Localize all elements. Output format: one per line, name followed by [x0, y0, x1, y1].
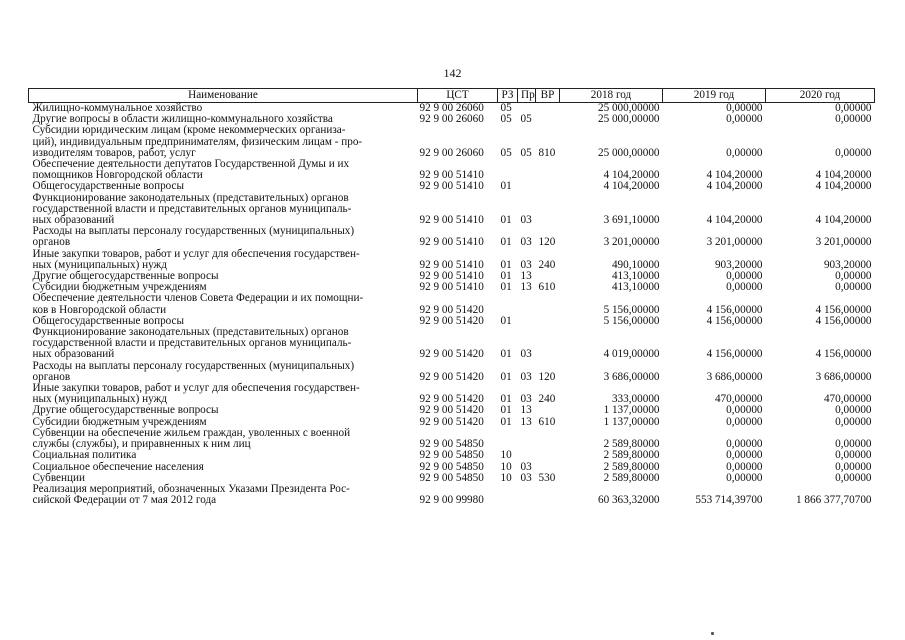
row-name-line: Расходы на выплаты персоналу государственных (муниципальных) [32, 225, 355, 238]
row-cst: 92 9 00 26060 [419, 113, 484, 126]
header-pr: Пр [518, 89, 536, 103]
table-row [29, 484, 875, 506]
row-cst: 92 9 00 54850 [419, 438, 484, 451]
row-2019: 4 104,20000 [706, 180, 763, 193]
table-row [29, 293, 875, 315]
row-name-line: Другие вопросы в области жилищно-коммунального хозяйства [32, 113, 333, 126]
row-cst: 92 9 00 54850 [419, 471, 484, 484]
row-name-line: Функционирование законодательных (представительных) органов [32, 326, 349, 339]
header-name: Наименование [29, 89, 418, 103]
row-name-line: Функционирование законодательных (представительных) органов [32, 191, 349, 204]
row-name-line: Общегосударственные вопросы [32, 180, 185, 193]
row-2019: 0,00000 [726, 281, 763, 294]
row-rz: 01 [500, 236, 512, 249]
row-vr: 810 [538, 146, 556, 159]
row-vr [536, 181, 560, 192]
row-cst: 92 9 00 51410 [419, 236, 484, 249]
row-vr [536, 159, 560, 181]
row-2019: 4 156,00000 [706, 314, 763, 327]
row-name [29, 181, 418, 192]
row-cst: 92 9 00 26060 [419, 102, 484, 114]
row-name [29, 450, 418, 461]
row-2020: 0,00000 [835, 404, 872, 417]
row-vr [536, 428, 560, 450]
row-vr [536, 193, 560, 227]
row-2018: 3 201,00000 [603, 236, 660, 249]
row-name [29, 405, 418, 416]
page-number: 142 [443, 66, 462, 80]
row-2018: 1 137,00000 [603, 415, 660, 428]
row-name [29, 293, 418, 315]
row-cst: 92 9 00 54850 [419, 460, 484, 473]
row-2018: 2 589,80000 [603, 460, 660, 473]
row-rz: 01 [500, 393, 512, 406]
row-vr: 610 [538, 415, 556, 428]
row-pr: 13 [520, 270, 532, 283]
row-cst: 92 9 00 51420 [419, 370, 484, 383]
row-name-line: ных (муниципальных) нужд [32, 393, 167, 406]
row-name-line: ных образований [32, 348, 115, 361]
row-name-line: Обеспечение деятельности членов Совета Федерации и их помощни- [32, 292, 364, 305]
row-pr: 03 [520, 236, 532, 249]
row-2020: 0,00000 [835, 449, 872, 462]
row-vr [536, 405, 560, 416]
row-2020: 0,00000 [835, 102, 872, 114]
row-2019: 0,00000 [726, 438, 763, 451]
header-2020: 2020 год [766, 89, 875, 103]
row-name [29, 249, 418, 271]
row-rz: 01 [500, 404, 512, 417]
row-name-line: Реализация мероприятий, обозначенных Указами Президента Рос- [32, 482, 350, 495]
row-2018: 60 363,32000 [597, 494, 660, 507]
row-rz [498, 428, 518, 450]
row-2018: 2 589,80000 [603, 449, 660, 462]
row-vr [536, 316, 560, 327]
row-pr: 03 [520, 471, 532, 484]
row-name-line: Субсидии юридическим лицам (кроме некоммерческих организа- [32, 124, 346, 137]
row-name [29, 159, 418, 181]
row-vr [536, 103, 560, 115]
scan-speck [711, 632, 714, 635]
row-name-line: Обеспечение деятельности депутатов Государственной Думы и их [32, 158, 350, 171]
row-pr: 03 [520, 460, 532, 473]
row-2019: 3 201,00000 [706, 236, 763, 249]
row-2020: 0,00000 [835, 281, 872, 294]
row-name-line: Социальное обеспечение населения [32, 460, 204, 473]
row-2020: 4 104,20000 [815, 169, 872, 182]
row-name-line: Иные закупки товаров, работ и услуг для обеспечения государствен- [32, 247, 360, 260]
table-row [29, 181, 875, 192]
row-2020: 0,00000 [835, 146, 872, 159]
row-2020: 3 201,00000 [815, 236, 872, 249]
row-vr [536, 450, 560, 461]
row-vr: 240 [538, 258, 556, 271]
table-row [29, 125, 875, 159]
table-row [29, 249, 875, 271]
row-rz: 05 [500, 102, 512, 114]
row-rz: 05 [500, 146, 512, 159]
row-rz: 10 [500, 460, 512, 473]
row-name [29, 193, 418, 227]
row-name-line: службы (службы), и приравненных к ним лиц [32, 438, 251, 451]
row-name-line: ных образований [32, 214, 115, 227]
budget-table [28, 88, 875, 506]
row-name [29, 383, 418, 405]
row-cst: 92 9 00 51410 [419, 258, 484, 271]
row-2019: 0,00000 [726, 113, 763, 126]
row-2019: 4 104,20000 [706, 169, 763, 182]
row-name [29, 327, 418, 361]
row-2019: 0,00000 [726, 404, 763, 417]
table-row [29, 361, 875, 383]
row-vr [536, 327, 560, 361]
table-row [29, 193, 875, 227]
row-2020: 4 156,00000 [815, 348, 872, 361]
row-name-line: Социальная политика [32, 449, 137, 462]
row-2018: 333,00000 [611, 393, 660, 406]
table-body [29, 103, 875, 507]
row-2018: 413,10000 [611, 270, 660, 283]
row-2018: 25 000,00000 [597, 102, 660, 114]
header-2018: 2018 год [560, 89, 663, 103]
row-cst: 92 9 00 54850 [419, 449, 484, 462]
row-2019: 4 156,00000 [706, 348, 763, 361]
row-2020: 4 104,20000 [815, 180, 872, 193]
row-pr: 05 [520, 113, 532, 126]
row-name-line: ков в Новгородской области [32, 303, 167, 316]
row-name [29, 125, 418, 159]
row-cst: 92 9 00 51410 [419, 214, 484, 227]
row-name-line: Другие общегосударственные вопросы [32, 404, 219, 417]
row-name-line: Общегосударственные вопросы [32, 314, 185, 327]
header-cst: ЦСТ [418, 89, 498, 103]
row-rz: 01 [500, 180, 512, 193]
row-vr: 120 [538, 370, 556, 383]
row-cst: 92 9 00 51410 [419, 180, 484, 193]
row-vr: 610 [538, 281, 556, 294]
row-vr: 240 [538, 393, 556, 406]
table-row [29, 226, 875, 248]
row-name-line: органов [32, 236, 71, 249]
table-row [29, 450, 875, 461]
row-pr: 03 [520, 258, 532, 271]
row-2019: 3 686,00000 [706, 370, 763, 383]
row-2018: 25 000,00000 [597, 146, 660, 159]
row-pr: 13 [520, 415, 532, 428]
row-name-line: Субсидии бюджетным учреждениям [32, 415, 207, 428]
row-2019: 0,00000 [726, 471, 763, 484]
row-2019: 0,00000 [726, 270, 763, 283]
row-2018: 2 589,80000 [603, 438, 660, 451]
header-2019: 2019 год [663, 89, 766, 103]
row-2018: 4 104,20000 [603, 169, 660, 182]
row-2020: 0,00000 [835, 270, 872, 283]
row-rz: 01 [500, 348, 512, 361]
row-name-line: Субсидии бюджетным учреждениям [32, 281, 207, 294]
row-2020: 1 866 377,70700 [795, 494, 872, 507]
row-name-line: Субвенции [32, 471, 85, 484]
row-cst: 92 9 00 51420 [419, 404, 484, 417]
row-2019: 470,00000 [714, 393, 763, 406]
row-2019: 0,00000 [726, 146, 763, 159]
row-vr [536, 114, 560, 125]
table-row [29, 383, 875, 405]
row-cst: 92 9 00 51420 [419, 393, 484, 406]
row-rz: 01 [500, 258, 512, 271]
table-header-row [29, 89, 875, 103]
row-2019: 903,20000 [714, 258, 763, 271]
row-rz: 01 [500, 270, 512, 283]
row-pr: 13 [520, 404, 532, 417]
row-rz: 01 [500, 370, 512, 383]
row-vr: 120 [538, 236, 556, 249]
row-name-line: Жилищно-коммунальное хозяйство [32, 102, 203, 114]
row-2020: 3 686,00000 [815, 370, 872, 383]
row-cst: 92 9 00 26060 [419, 146, 484, 159]
row-name [29, 462, 418, 473]
row-name-line: органов [32, 370, 71, 383]
row-cst: 92 9 00 51420 [419, 303, 484, 316]
row-name [29, 361, 418, 383]
row-2020: 0,00000 [835, 471, 872, 484]
row-pr: 03 [520, 370, 532, 383]
row-2019: 0,00000 [726, 415, 763, 428]
row-rz: 01 [500, 314, 512, 327]
header-rz: РЗ [498, 89, 518, 103]
row-name-line: ций), индивидуальным предпринимателям, физическим лицам - про- [32, 135, 363, 148]
row-2020: 4 156,00000 [815, 303, 872, 316]
row-2020: 903,20000 [823, 258, 872, 271]
row-2019: 0,00000 [726, 460, 763, 473]
row-name-line: государственной власти и представительных органов муниципаль- [32, 202, 352, 215]
row-2020: 0,00000 [835, 460, 872, 473]
row-cst: 92 9 00 51420 [419, 348, 484, 361]
row-rz: 10 [500, 471, 512, 484]
row-pr [518, 293, 536, 315]
row-2018: 2 589,80000 [603, 471, 660, 484]
row-2018: 3 691,10000 [603, 214, 660, 227]
row-rz [498, 159, 518, 181]
row-2020: 470,00000 [823, 393, 872, 406]
row-2019: 0,00000 [726, 102, 763, 114]
row-2019: 4 104,20000 [706, 214, 763, 227]
row-2019: 553 714,39700 [695, 494, 763, 507]
row-name [29, 484, 418, 506]
row-2018: 5 156,00000 [603, 303, 660, 316]
row-2020: 4 104,20000 [815, 214, 872, 227]
table-row [29, 327, 875, 361]
row-name-line: изводителям товаров, работ, услуг [32, 146, 196, 159]
row-name [29, 226, 418, 248]
row-name-line: Субвенции на обеспечение жильем граждан, уволенных с военной [32, 426, 351, 439]
row-name-line: ных (муниципальных) нужд [32, 258, 167, 271]
row-name-line: Другие общегосударственные вопросы [32, 270, 219, 283]
row-rz: 05 [500, 113, 512, 126]
budget-table-container [28, 88, 874, 506]
row-pr [518, 181, 536, 192]
row-2018: 4 019,00000 [603, 348, 660, 361]
row-2018: 1 137,00000 [603, 404, 660, 417]
table-row [29, 405, 875, 416]
row-rz: 10 [500, 449, 512, 462]
row-pr [518, 316, 536, 327]
row-pr: 03 [520, 393, 532, 406]
row-name-line: помощников Новгородской области [32, 169, 203, 182]
row-pr [518, 484, 536, 506]
row-name-line: государственной власти и представительных органов муниципаль- [32, 337, 352, 350]
row-2020: 0,00000 [835, 113, 872, 126]
row-cst: 92 9 00 51410 [419, 270, 484, 283]
row-pr: 13 [520, 281, 532, 294]
row-name-line: сийской Федерации от 7 мая 2012 года [32, 494, 217, 507]
row-name-line: Иные закупки товаров, работ и услуг для обеспечения государствен- [32, 382, 360, 395]
row-rz: 01 [500, 214, 512, 227]
row-rz [498, 293, 518, 315]
row-2020: 4 156,00000 [815, 314, 872, 327]
row-cst: 92 9 00 51410 [419, 281, 484, 294]
row-name [29, 428, 418, 450]
table-row [29, 428, 875, 450]
row-2018: 3 686,00000 [603, 370, 660, 383]
row-2018: 413,10000 [611, 281, 660, 294]
row-rz: 01 [500, 415, 512, 428]
row-2019: 4 156,00000 [706, 303, 763, 316]
row-rz: 01 [500, 281, 512, 294]
row-pr [518, 428, 536, 450]
row-name-line: Расходы на выплаты персоналу государственных (муниципальных) [32, 359, 355, 372]
row-2020: 0,00000 [835, 438, 872, 451]
row-2018: 5 156,00000 [603, 314, 660, 327]
row-2018: 4 104,20000 [603, 180, 660, 193]
row-2018: 490,10000 [611, 258, 660, 271]
row-rz [498, 484, 518, 506]
row-2020: 0,00000 [835, 415, 872, 428]
row-pr: 05 [520, 146, 532, 159]
row-vr [536, 484, 560, 506]
row-cst: 92 9 00 99980 [419, 494, 484, 507]
row-pr [518, 159, 536, 181]
row-cst: 92 9 00 51420 [419, 314, 484, 327]
header-vr: ВР [536, 89, 560, 103]
row-pr: 03 [520, 348, 532, 361]
row-cst: 92 9 00 51410 [419, 169, 484, 182]
row-vr [536, 293, 560, 315]
row-vr: 530 [538, 471, 556, 484]
table-row [29, 159, 875, 181]
row-pr: 03 [520, 214, 532, 227]
row-pr [518, 450, 536, 461]
row-cst: 92 9 00 51420 [419, 415, 484, 428]
row-2018: 25 000,00000 [597, 113, 660, 126]
row-2019: 0,00000 [726, 449, 763, 462]
